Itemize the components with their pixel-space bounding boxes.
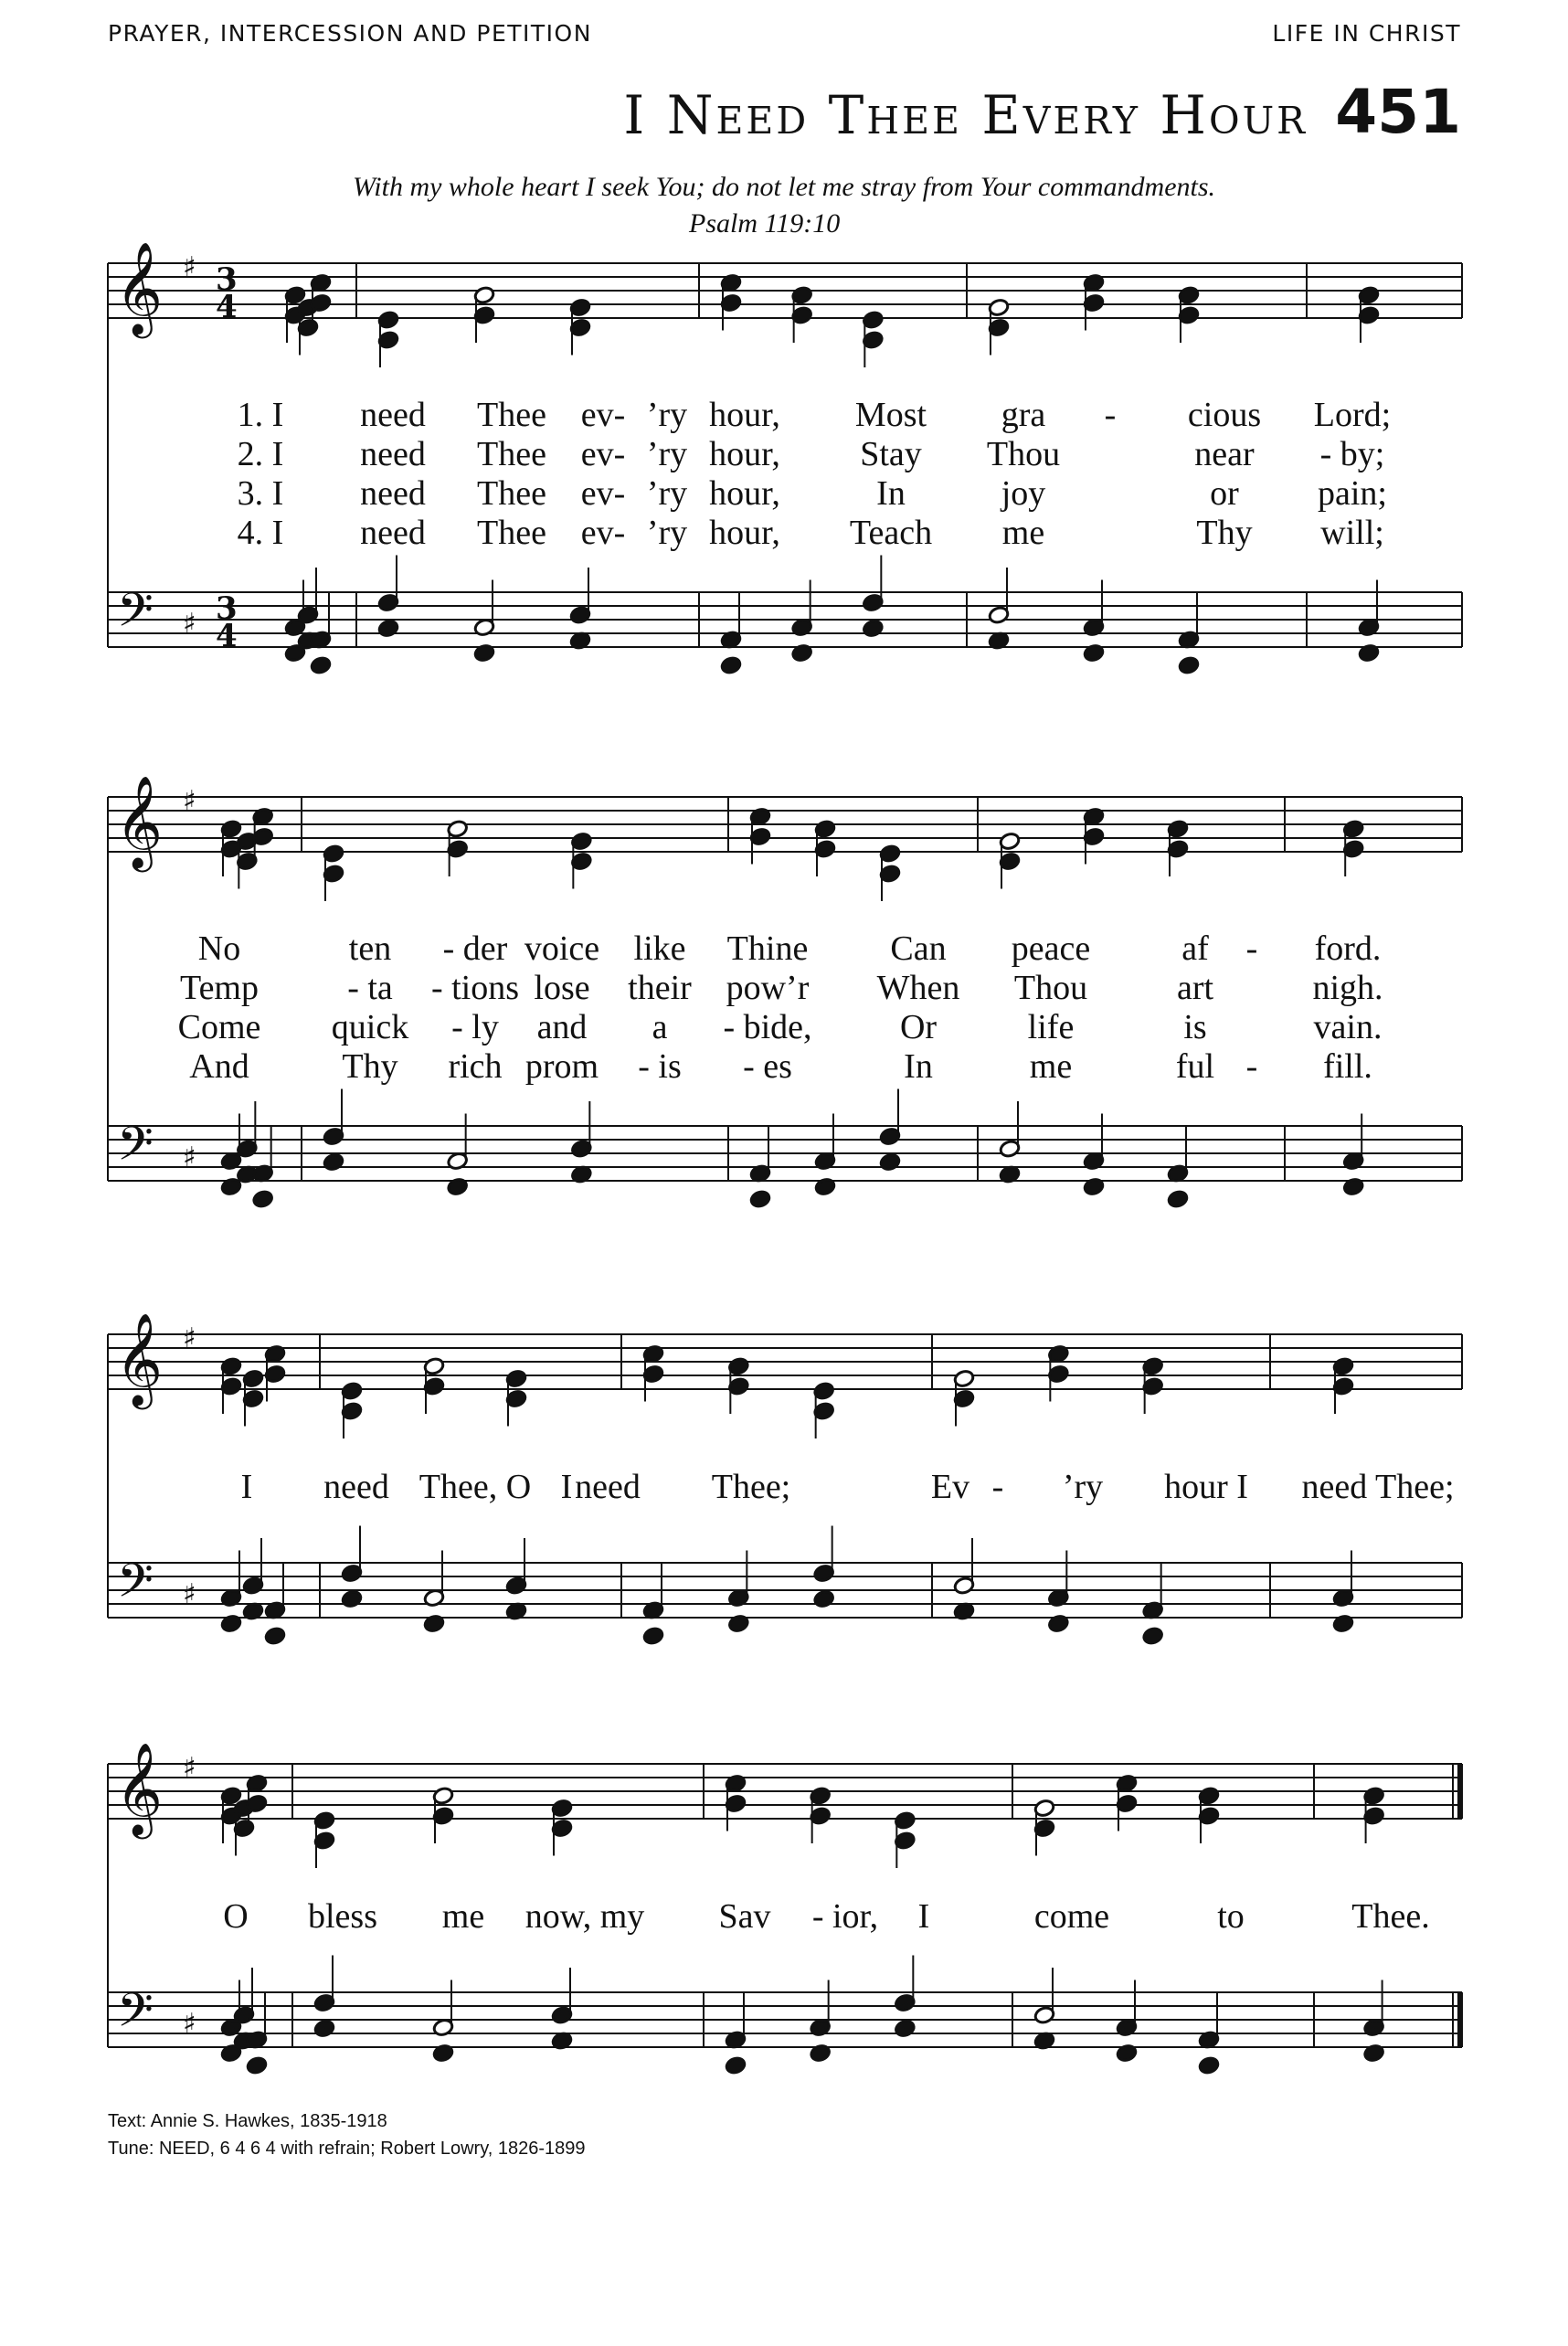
lyric-syllable: ’ry (1062, 1468, 1104, 1506)
sharp-icon: ♯ (183, 1322, 196, 1354)
lyric-syllable: Thee (477, 396, 546, 434)
lyric-syllable: lose (534, 969, 590, 1007)
bass-clef-icon: 𝄢 (117, 1553, 154, 1619)
lyric-syllable: I (917, 1897, 930, 1936)
lyric-syllable: 3. I (237, 474, 284, 513)
lyric-syllable: I (240, 1468, 253, 1506)
lyric-syllable: Thee. (1351, 1897, 1430, 1936)
sharp-icon: ♯ (183, 2008, 196, 2040)
lyric-syllable: Or (899, 1008, 938, 1046)
lyric-syllable: come (1033, 1897, 1110, 1936)
lyric-syllable: hour, (709, 514, 780, 552)
lyric-syllable: need (360, 396, 426, 434)
bass-note (341, 1589, 363, 1608)
lyric-syllable: Can (890, 929, 947, 968)
lyric-syllable: ev- (580, 396, 626, 434)
text-credit: Text: Annie S. Hawkes, 1835-1918 (108, 2111, 387, 2131)
lyric-syllable: Thee (477, 435, 546, 473)
lyric-syllable: - (1245, 929, 1258, 968)
lyric-syllable: is (1183, 1008, 1207, 1046)
section-heading: PRAYER, INTERCESSION AND PETITION (108, 20, 592, 47)
time-signature-3-4: 3 (216, 590, 238, 627)
lyric-syllable: Thee, O (418, 1468, 532, 1506)
bass-note (725, 2056, 747, 2075)
lyric-syllable: I (560, 1468, 573, 1506)
lyric-syllable: hour, (709, 474, 780, 513)
lyric-syllable: - (1104, 396, 1117, 434)
lyric-syllable: - bide, (723, 1008, 812, 1046)
lyric-syllable: 1. I (237, 396, 284, 434)
sharp-icon: ♯ (183, 1752, 196, 1784)
lyric-syllable: ten (348, 929, 392, 968)
lyric-syllable: Ev (930, 1468, 970, 1506)
lyric-syllable: - (1245, 1047, 1258, 1086)
sharp-icon: ♯ (183, 1141, 196, 1173)
lyric-syllable: prom (524, 1047, 599, 1086)
lyric-syllable: And (189, 1047, 249, 1086)
lyric-syllable: Thy (342, 1047, 398, 1086)
treble-clef-icon: 𝄞 (115, 240, 164, 334)
treble-clef-icon: 𝄞 (115, 1311, 164, 1406)
lyric-syllable: to (1217, 1897, 1245, 1936)
lyric-syllable: Thee; (711, 1468, 791, 1506)
lyric-syllable: like (633, 929, 686, 968)
lyric-syllable: me (1001, 514, 1045, 552)
bass-note (310, 656, 332, 675)
lyric-syllable: In (876, 474, 906, 513)
lyric-syllable: hour, (709, 396, 780, 434)
lyric-syllable: cious (1187, 396, 1262, 434)
bass-note (246, 2056, 268, 2075)
lyric-syllable: need (360, 474, 426, 513)
lyric-syllable: peace (1011, 929, 1091, 968)
lyric-syllable: af (1181, 929, 1209, 968)
lyric-syllable: nigh. (1312, 969, 1383, 1007)
lyric-syllable: will; (1320, 514, 1384, 552)
lyric-syllable: bless (308, 1897, 377, 1936)
tune-credit: Tune: NEED, 6 4 6 4 with refrain; Robert Lowry, 1826-1899 (108, 2139, 586, 2159)
lyric-syllable: me (441, 1897, 485, 1936)
bass-note (377, 619, 399, 638)
lyric-syllable: - ta (347, 969, 393, 1007)
lyric-syllable: ’ry (646, 396, 688, 434)
bass-note (252, 1190, 274, 1209)
hymn-number: 451 (1335, 77, 1461, 147)
lyric-syllable: 4. I (237, 514, 284, 552)
lyric-syllable: 2. I (237, 435, 284, 473)
lyric-syllable: - ior, (811, 1897, 879, 1936)
epigraph-reference: Psalm 119:10 (689, 208, 841, 239)
lyric-syllable: ful (1175, 1047, 1215, 1086)
sharp-icon: ♯ (183, 608, 196, 640)
lyric-syllable: me (1029, 1047, 1073, 1086)
lyric-syllable: Thee (477, 514, 546, 552)
lyric-syllable: Sav (718, 1897, 771, 1936)
lyric-syllable: Temp (180, 969, 259, 1007)
lyric-syllable: pow’r (726, 969, 810, 1007)
lyric-syllable: - es (743, 1047, 792, 1086)
lyric-syllable: vain. (1313, 1008, 1383, 1046)
bass-note (642, 1627, 664, 1646)
lyric-syllable: quick (331, 1008, 409, 1046)
time-signature-3-4: 3 (216, 261, 238, 298)
sharp-icon: ♯ (183, 251, 196, 283)
lyric-syllable: life (1027, 1008, 1075, 1046)
lyric-syllable: their (628, 969, 692, 1007)
lyric-syllable: O (223, 1897, 249, 1936)
lyric-syllable: When (876, 969, 960, 1007)
sharp-icon: ♯ (183, 785, 196, 817)
lyric-syllable: now, my (524, 1897, 645, 1936)
lyric-syllable: Thou (986, 435, 1061, 473)
time-signature-3-4: 4 (216, 289, 238, 325)
lyric-syllable: Thine (726, 929, 809, 968)
lyric-syllable: or (1210, 474, 1239, 513)
bass-note (1198, 2056, 1220, 2075)
bass-note (1178, 656, 1200, 675)
hymn-title: I Need Thee Every Hour (623, 84, 1308, 146)
bass-note (813, 1589, 835, 1608)
lyric-syllable: - ly (451, 1008, 499, 1046)
lyric-syllable: hour I (1164, 1468, 1248, 1506)
lyric-syllable: art (1176, 969, 1214, 1007)
lyric-syllable: - der (442, 929, 508, 968)
lyric-syllable: need (575, 1468, 641, 1506)
lyric-syllable: need (360, 514, 426, 552)
bass-note (1142, 1627, 1164, 1646)
lyric-syllable: Come (177, 1008, 261, 1046)
lyric-syllable: Lord; (1313, 396, 1392, 434)
treble-clef-icon: 𝄞 (115, 774, 164, 868)
lyric-syllable: Stay (860, 435, 922, 473)
lyric-syllable: ford. (1314, 929, 1382, 968)
bass-clef-icon: 𝄢 (117, 1982, 154, 2049)
lyric-syllable: No (197, 929, 241, 968)
epigraph: With my whole heart I seek You; do not let me stray from Your commandments. (352, 172, 1216, 202)
sharp-icon: ♯ (183, 1578, 196, 1610)
time-signature-3-4: 4 (216, 618, 238, 654)
lyric-syllable: and (536, 1008, 588, 1046)
lyric-syllable: ’ry (646, 514, 688, 552)
lyric-syllable: near (1194, 435, 1255, 473)
bass-clef-icon: 𝄢 (117, 1116, 154, 1183)
lyric-syllable: Thy (1196, 514, 1253, 552)
lyric-syllable: - by; (1319, 435, 1385, 473)
lyric-syllable: voice (524, 929, 600, 968)
bass-note (879, 1152, 901, 1172)
lyric-syllable: - tions (430, 969, 520, 1007)
bass-note (264, 1627, 286, 1646)
lyric-syllable: ’ry (646, 435, 688, 473)
treble-clef-icon: 𝄞 (115, 1741, 164, 1835)
lyric-syllable: - is (638, 1047, 682, 1086)
lyric-syllable: Thee (477, 474, 546, 513)
bass-note (313, 2019, 335, 2038)
bass-clef-icon: 𝄢 (117, 582, 154, 649)
lyric-syllable: a (652, 1008, 668, 1046)
lyric-syllable: Thou (1013, 969, 1088, 1007)
lyric-syllable: hour, (709, 435, 780, 473)
bass-note (894, 2019, 916, 2038)
lyric-syllable: Most (854, 396, 927, 434)
lyric-syllable: need (360, 435, 426, 473)
lyric-syllable: rich (448, 1047, 503, 1086)
lyric-syllable: need (323, 1468, 389, 1506)
lyric-syllable: pain; (1318, 474, 1387, 513)
lyric-syllable: fill. (1323, 1047, 1372, 1086)
lyric-syllable: ’ry (646, 474, 688, 513)
lyric-syllable: ev- (580, 474, 626, 513)
bass-note (1167, 1190, 1189, 1209)
lyric-syllable: Teach (849, 514, 933, 552)
lyric-syllable: In (904, 1047, 933, 1086)
bass-note (720, 656, 742, 675)
lyric-syllable: - (991, 1468, 1004, 1506)
lyric-syllable: joy (1001, 474, 1046, 513)
lyric-syllable: need Thee; (1301, 1468, 1455, 1506)
category-heading: LIFE IN CHRIST (1272, 20, 1461, 47)
bass-note (749, 1190, 771, 1209)
bass-note (323, 1152, 344, 1172)
lyric-syllable: ev- (580, 435, 626, 473)
lyric-syllable: gra (1001, 396, 1046, 434)
bass-note (862, 619, 884, 638)
lyric-syllable: ev- (580, 514, 626, 552)
